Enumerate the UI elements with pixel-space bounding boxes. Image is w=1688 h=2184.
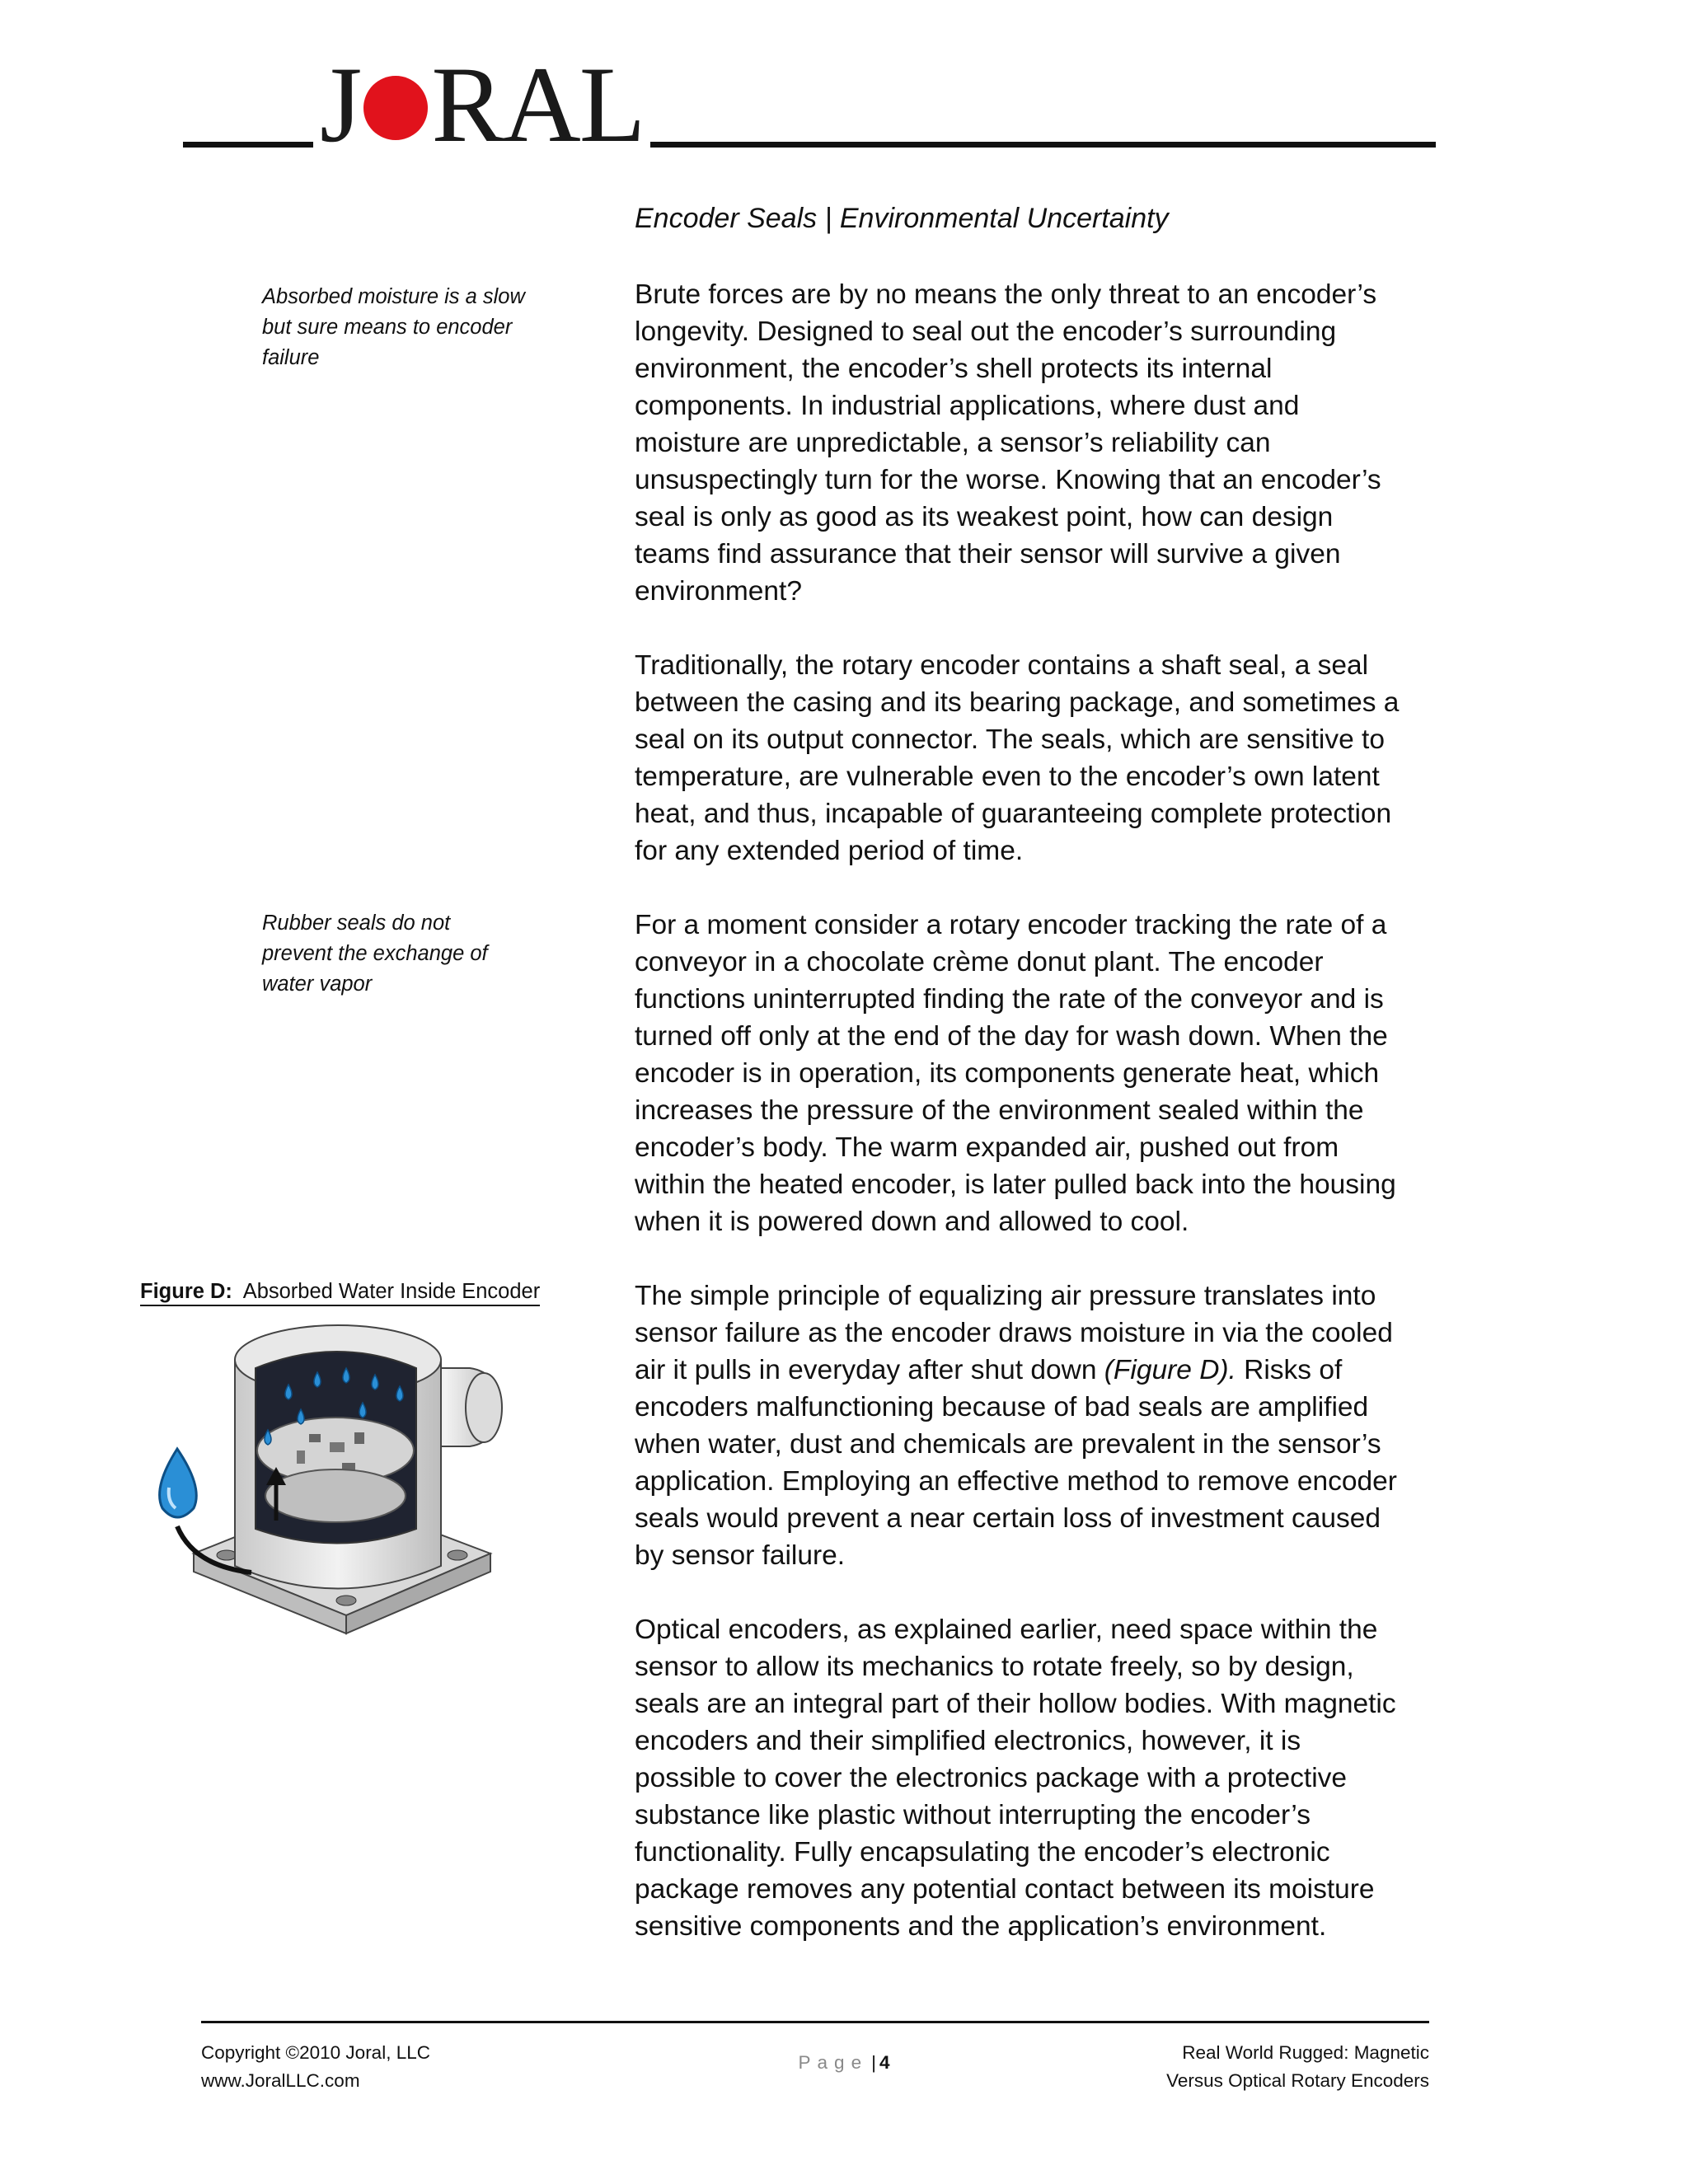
paragraph-5: Optical encoders, as explained earlier, need space within the sensor to allow its mechanics to rotate freely, so by design, seals are an integral part of their hollow bodies. With magnetic encoders and their simplified electronics, however, it is possible to cover the electronics package with a protective substance like plastic without interrupting the encoder’s functionality. Fully encapsulating the encoder’s electronic package removes any potential contact between its moisture sensitive components and the application’s environment. [635,1615,1396,1942]
paragraph-2: Traditionally, the rotary encoder contains a shaft seal, a seal between the casing and its bearing package, and sometimes a seal on its output connector. The seals, which are sensitive to temperature, are vulnerable even to the encoder’s own latent heat, and thus, incapable of guaranteeing complete protection for any extended period of time. [635,650,1400,866]
sidebar-note-rubber-seals: Rubber seals do not prevent the exchange of water vapor [262,912,488,996]
page-number [0,2052,1688,2074]
footer-right [1071,2039,1429,2095]
section-title: Encoder Seals | Environmental Uncertainty [635,203,1169,234]
paragraph-4 [635,1277,1409,1574]
doc-title-line-2: Versus Optical Rotary Encoders [1166,2070,1429,2091]
encoder-illustration [144,1310,532,1665]
website-link[interactable]: www.JoralLLC.com [201,2070,360,2091]
logo-red-dot-icon [363,76,428,140]
body-text [635,276,1409,1982]
copyright-text: Copyright ©2010 Joral, LLC [201,2042,430,2063]
footer-rule [201,2021,1429,2023]
page-number-value: 4 [879,2052,890,2073]
doc-title-line-1: Real World Rugged: Magnetic [1182,2042,1429,2063]
logo-letters-ral: RAL [431,44,645,165]
page-separator: | [871,2052,876,2073]
page-label: Page [798,2052,869,2073]
figure-d-reference: (Figure D). [1104,1355,1236,1385]
encoder-housing [235,1325,441,1589]
paragraph-4-part-a: The simple principle of equalizing air pressure translates into sensor failure as the encoder draws moisture in via the cooled air it pulls in everyday after shut down [635,1281,1393,1385]
paragraph-4-part-b: Risks of encoders malfunctioning because of bad seals are amplified when water, dust and chemicals are prevalent in the sensor’s application. Employing an effective method to remove encoder seals would prevent a near certain loss of investment caused by sensor failure. [635,1355,1397,1571]
figure-caption-text: Absorbed Water Inside Encoder [242,1280,541,1303]
sidebar-note-moisture: Absorbed moisture is a slow but sure means to encoder failure [262,285,525,369]
joral-logo [313,44,650,165]
figure-caption [140,1280,540,1306]
paragraph-3: For a moment consider a rotary encoder tracking the rate of a conveyor in a chocolate crème donut plant. The encoder functions uninterrupted finding the rate of the conveyor and is turned off only at the end of the day for wash down. When the encoder is in operation, its components generate heat, which increases the pressure of the environment sealed within the encoder’s body. The warm expanded air, pushed out from within the heated encoder, is later pulled back into the housing when it is powered down and allowed to cool. [635,910,1396,1237]
paragraph-1: Brute forces are by no means the only threat to an encoder’s longevity. Designed to seal out the encoder’s surrounding environment, the encoder’s shell protects its internal components. In industrial applications, where dust and moisture are unpredictable, a sensor’s reliability can unsuspectingly turn for the worse. Knowing that an encoder’s seal is only as good as its weakest point, how can design teams find assurance that their sensor will survive a given environment? [635,279,1381,607]
figure-label: Figure D: [140,1280,232,1303]
logo-letter-j: J [320,44,361,165]
